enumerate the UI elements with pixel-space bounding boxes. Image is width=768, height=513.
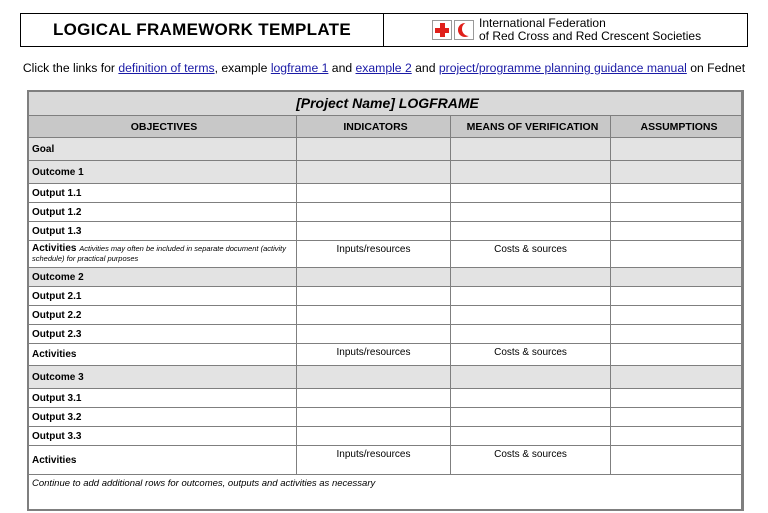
col-assumptions: ASSUMPTIONS — [611, 116, 744, 138]
red-crescent-icon — [454, 20, 474, 40]
row-activities2-label: Activities — [28, 344, 297, 366]
document-header — [20, 13, 748, 47]
row-outcome1-label: Outcome 1 — [28, 161, 297, 184]
activities3-indicators-cell[interactable]: Inputs/resources — [297, 446, 451, 475]
row-output33-label: Output 3.3 — [28, 427, 297, 446]
organization-block — [384, 14, 747, 46]
row-output13-label: Output 1.3 — [28, 222, 297, 241]
row-output11-label: Output 1.1 — [28, 184, 297, 203]
row-outcome3-label: Outcome 3 — [28, 366, 297, 389]
activities1-indicators-cell[interactable]: Inputs/resources — [297, 241, 451, 268]
row-goal-label: Goal — [28, 138, 297, 161]
row-output31-label: Output 3.1 — [28, 389, 297, 408]
organization-name — [479, 17, 701, 43]
row-outcome2-label: Outcome 2 — [28, 268, 297, 287]
activities2-means-cell[interactable]: Costs & sources — [451, 344, 611, 366]
ifrc-logo — [432, 20, 474, 40]
instructions-sep2: and — [328, 61, 356, 75]
activities1-note: Activities may often be included in separate document (activity schedule) for practical purposes — [32, 244, 287, 263]
activities1-title: Activities — [32, 243, 77, 254]
row-output23-label: Output 2.3 — [28, 325, 297, 344]
instructions-sep3: and — [411, 61, 439, 75]
document-title: LOGICAL FRAMEWORK TEMPLATE — [21, 14, 384, 46]
row-output32-label: Output 3.2 — [28, 408, 297, 427]
row-output22-label: Output 2.2 — [28, 306, 297, 325]
org-name-line1: International Federation — [479, 16, 606, 30]
row-activities3-label: Activities — [28, 446, 297, 475]
col-means-of-verification: MEANS OF VERIFICATION — [451, 116, 611, 138]
logframe-1-link[interactable]: logframe 1 — [270, 61, 329, 75]
instructions-prefix: Click the links for — [22, 61, 119, 75]
activities3-means-cell[interactable]: Costs & sources — [451, 446, 611, 475]
instructions-sep1: , example — [214, 61, 271, 75]
activities2-indicators-cell[interactable]: Inputs/resources — [297, 344, 451, 366]
row-output12-label: Output 1.2 — [28, 203, 297, 222]
instructions-suffix: on Fednet — [686, 61, 746, 75]
col-indicators: INDICATORS — [297, 116, 451, 138]
continue-rows-note: Continue to add additional rows for outcomes, outputs and activities as necessary — [28, 475, 744, 511]
col-objectives: OBJECTIVES — [28, 116, 297, 138]
org-name-line2: of Red Cross and Red Crescent Societies — [479, 29, 702, 43]
row-output21-label: Output 2.1 — [28, 287, 297, 306]
planning-manual-link[interactable]: project/programme planning guidance manual — [438, 61, 687, 75]
example-2-link[interactable]: example 2 — [355, 61, 412, 75]
definition-of-terms-link[interactable]: definition of terms — [118, 61, 215, 75]
activities1-means-cell[interactable]: Costs & sources — [451, 241, 611, 268]
instructions-line — [0, 61, 768, 75]
red-cross-icon — [432, 20, 452, 40]
logframe-title[interactable]: [Project Name] LOGFRAME — [28, 91, 744, 116]
table-outer-border — [27, 90, 743, 511]
